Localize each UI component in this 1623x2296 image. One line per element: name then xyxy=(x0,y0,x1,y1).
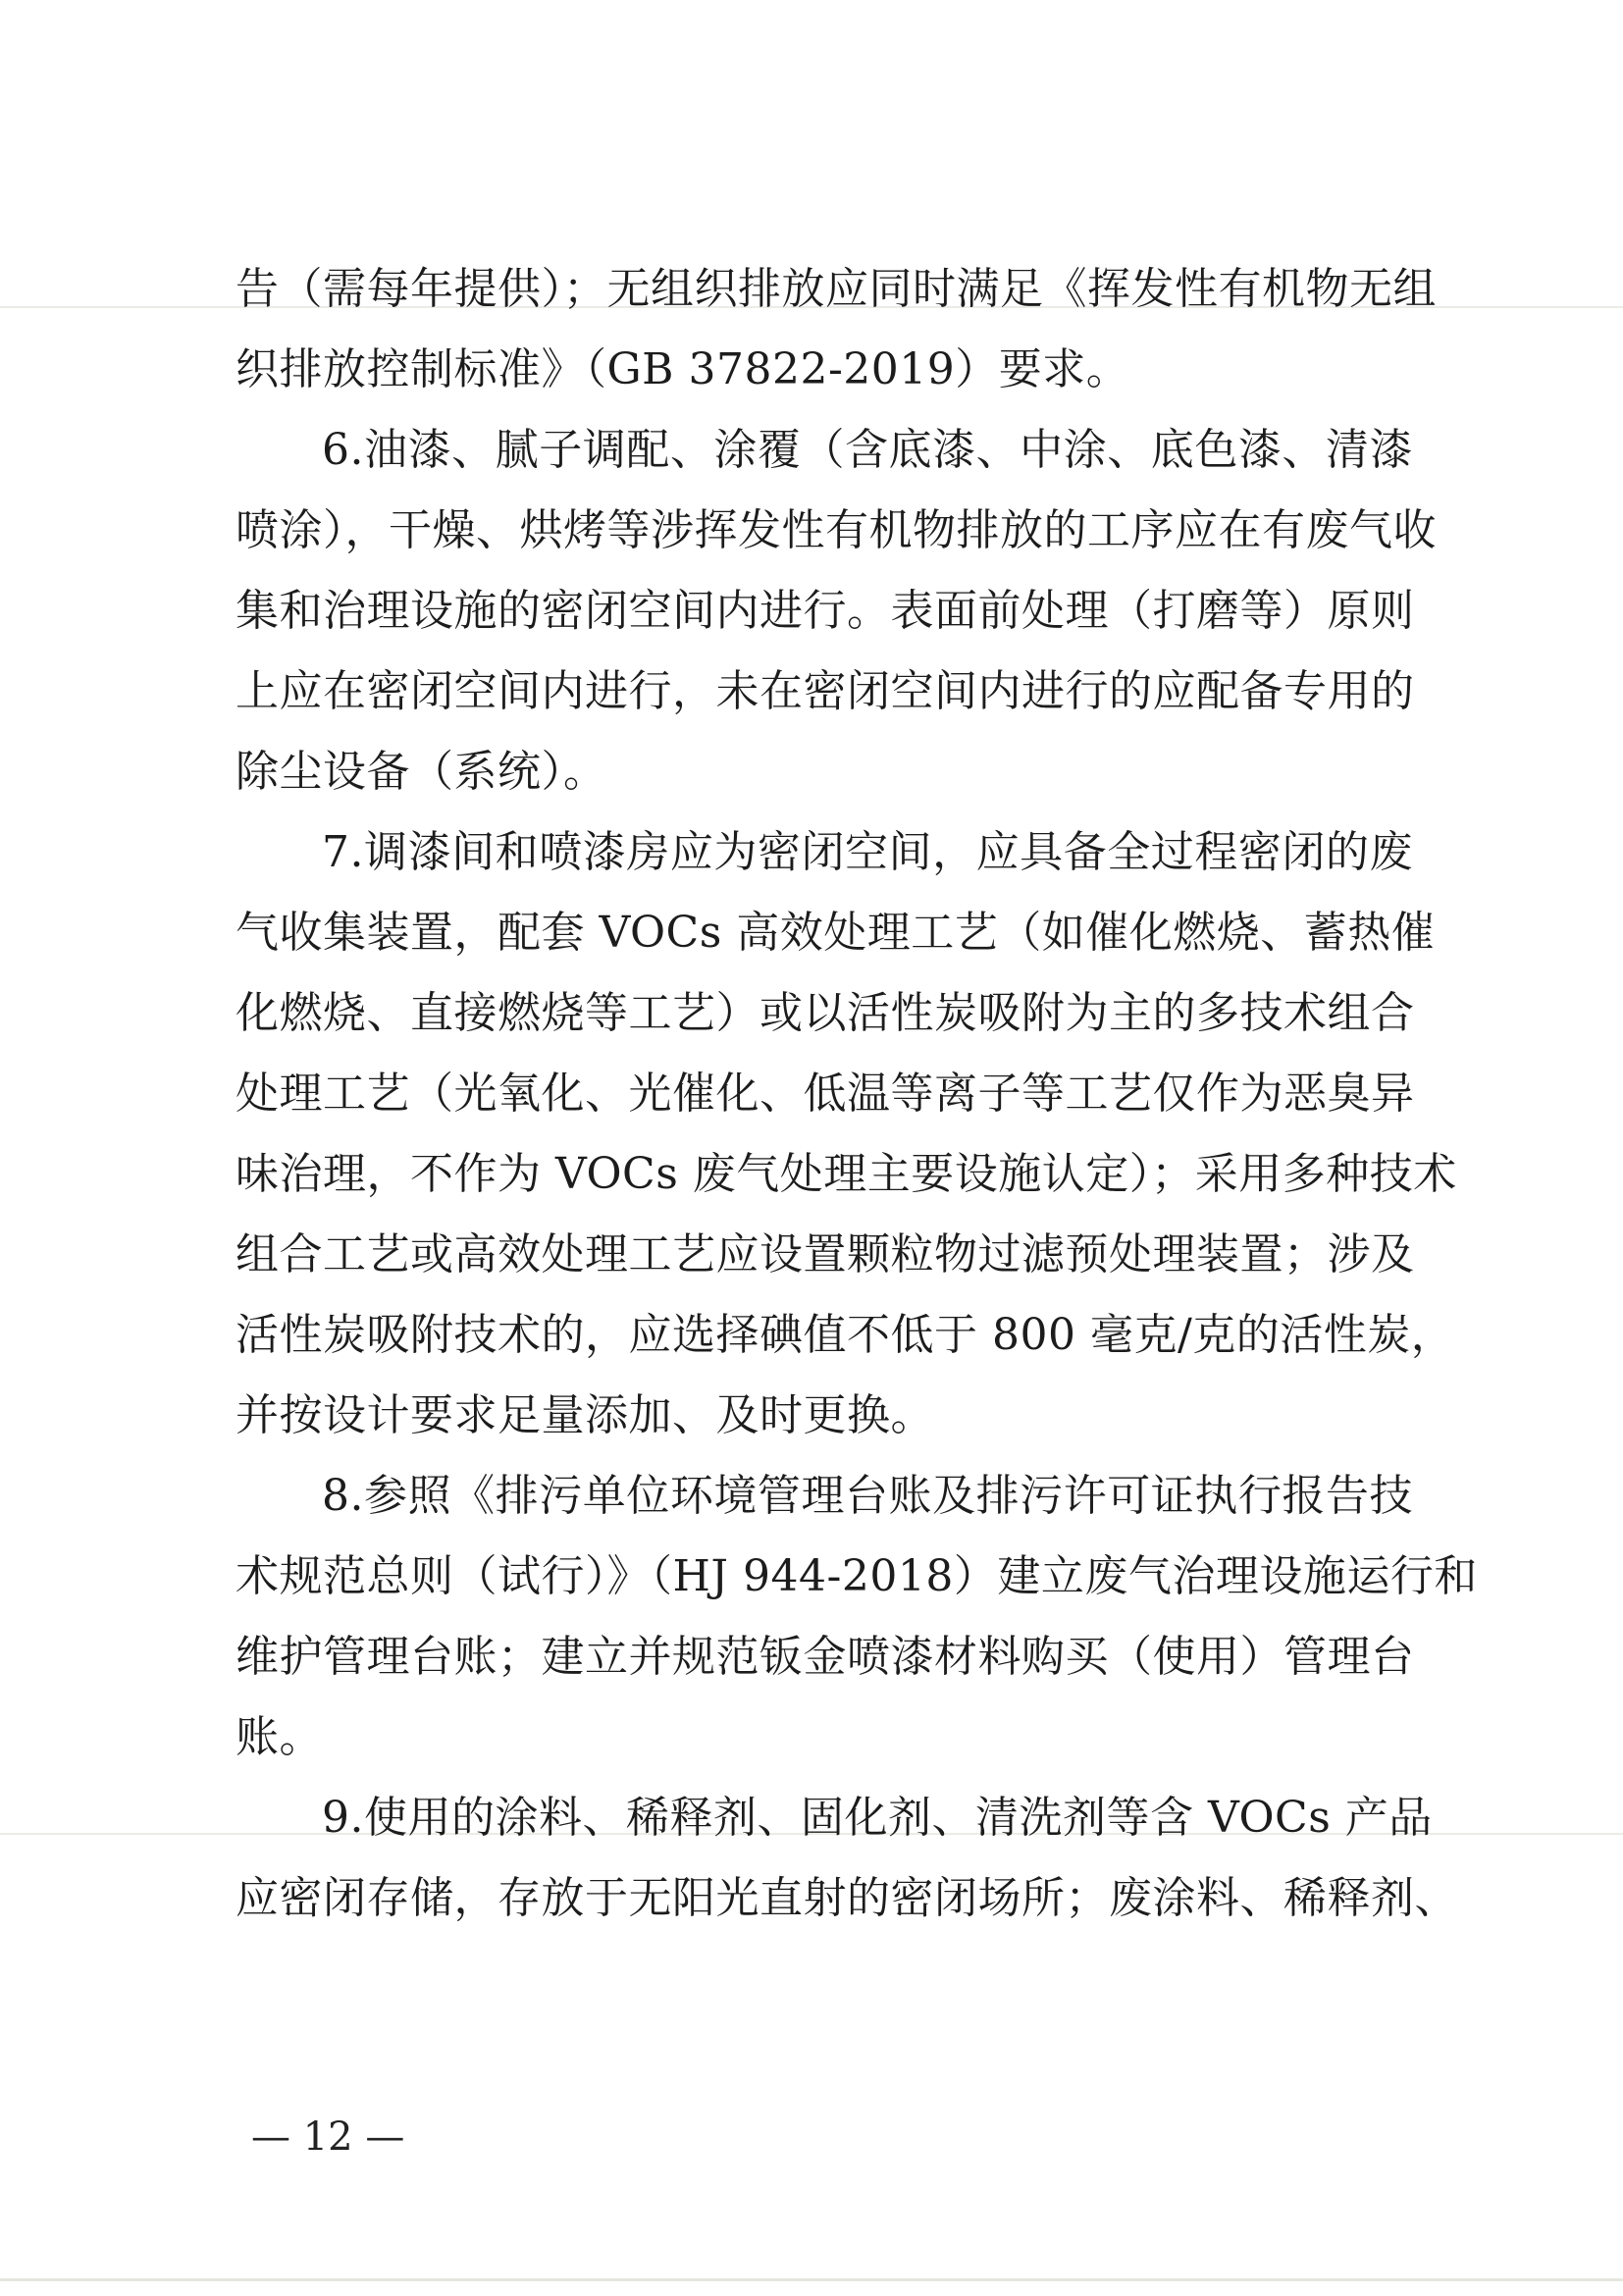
text-line: 除尘设备（系统）。 xyxy=(236,747,607,797)
text-line: 告（需每年提供）；无组织排放应同时满足《挥发性有机物无组 xyxy=(236,264,1437,314)
text-line: 活性炭吸附技术的，应选择碘值不低于 800 毫克/克的活性炭， xyxy=(236,1310,1455,1360)
text-line: 味治理，不作为 VOCs 废气处理主要设施认定）；采用多种技术 xyxy=(236,1149,1457,1199)
text-line: 应密闭存储，存放于无阳光直射的密闭场所；废涂料、稀释剂、 xyxy=(236,1873,1458,1923)
text-line: 气收集装置，配套 VOCs 高效处理工艺（如催化燃烧、蓄热催 xyxy=(236,908,1436,958)
text-line: 组合工艺或高效处理工艺应设置颗粒物过滤预处理装置；涉及 xyxy=(236,1229,1415,1279)
text-line: 维护管理台账；建立并规范钣金喷漆材料购买（使用）管理台 xyxy=(236,1632,1415,1682)
text-line: 喷涂），干燥、烘烤等涉挥发性有机物排放的工序应在有废气收 xyxy=(236,505,1437,555)
scan-artifact-bottom xyxy=(0,2278,1623,2281)
document-body xyxy=(236,249,1478,1939)
paragraph-7-first-line: 7.调漆间和喷漆房应为密闭空间，应具备全过程密闭的废 xyxy=(322,827,1413,877)
text-line: 上应在密闭空间内进行，未在密闭空间内进行的应配备专用的 xyxy=(236,666,1415,716)
text-line: 化燃烧、直接燃烧等工艺）或以活性炭吸附为主的多技术组合 xyxy=(236,988,1415,1038)
text-line: 织排放控制标准》（GB 37822-2019）要求。 xyxy=(236,344,1130,394)
page-number: — 12 — xyxy=(251,2114,405,2160)
paragraph-9-first-line: 9.使用的涂料、稀释剂、固化剂、清洗剂等含 VOCs 产品 xyxy=(322,1793,1433,1843)
paragraph-8-first-line: 8.参照《排污单位环境管理台账及排污许可证执行报告技 xyxy=(322,1471,1413,1521)
paragraph-6-first-line: 6.油漆、腻子调配、涂覆（含底漆、中涂、底色漆、清漆 xyxy=(322,425,1413,475)
text-line: 账。 xyxy=(236,1712,323,1762)
text-line: 集和治理设施的密闭空间内进行。表面前处理（打磨等）原则 xyxy=(236,586,1415,636)
text-line: 处理工艺（光氧化、光催化、低温等离子等工艺仅作为恶臭异 xyxy=(236,1069,1415,1119)
text-line: 术规范总则（试行）》（HJ 944-2018）建立废气治理设施运行和 xyxy=(236,1551,1478,1601)
text-line: 并按设计要求足量添加、及时更换。 xyxy=(236,1390,934,1440)
